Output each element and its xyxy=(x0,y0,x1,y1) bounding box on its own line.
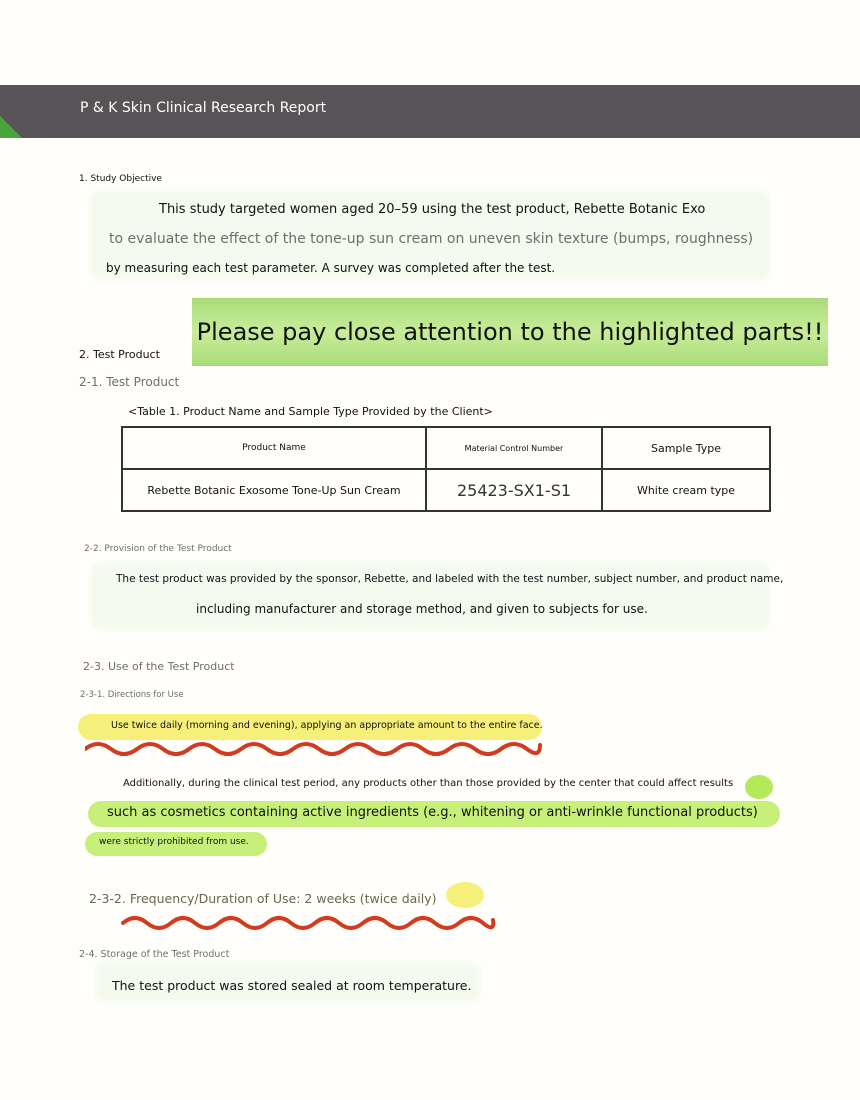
directions-heading: 2-3-1. Directions for Use xyxy=(80,690,184,700)
directions-text: Use twice daily (morning and evening), applying an appropriate amount to the entire face. xyxy=(111,720,543,731)
report-header xyxy=(0,85,860,138)
table-header-cell: Product Name xyxy=(122,427,426,469)
header-accent xyxy=(0,116,22,138)
storage-heading: 2-4. Storage of the Test Product xyxy=(79,949,230,960)
additional-line-2: such as cosmetics containing active ingredients (e.g., whitening or anti-wrinkle functional products) xyxy=(107,805,758,820)
table-caption: <Table 1. Product Name and Sample Type Provided by the Client> xyxy=(128,405,493,418)
use-heading: 2-3. Use of the Test Product xyxy=(83,660,235,673)
additional-line-1: Additionally, during the clinical test period, any products other than those provided by the center that could affect results xyxy=(123,778,734,789)
objective-heading: 1. Study Objective xyxy=(79,174,162,184)
table-cell: 25423-SX1-S1 xyxy=(426,469,602,511)
storage-text: The test product was stored sealed at room temperature. xyxy=(112,978,472,993)
table-cell: Rebette Botanic Exosome Tone-Up Sun Cream xyxy=(122,469,426,511)
table-cell: White cream type xyxy=(602,469,770,511)
squiggle-underline xyxy=(121,913,497,939)
objective-line-3: by measuring each test parameter. A survey was completed after the test. xyxy=(106,261,556,275)
attention-banner: Please pay close attention to the highlighted parts!! xyxy=(192,298,828,366)
additional-line-3: were strictly prohibited from use. xyxy=(99,837,249,847)
product-table xyxy=(121,426,771,512)
table-header-cell: Sample Type xyxy=(602,427,770,469)
objective-line-1: This study targeted women aged 20–59 using the test product, Rebette Botanic Exo xyxy=(159,202,706,217)
table-row xyxy=(122,469,770,511)
objective-line-2: to evaluate the effect of the tone-up sun cream on uneven skin texture (bumps, roughness) xyxy=(109,231,754,247)
provision-line-1: The test product was provided by the sponsor, Rebette, and labeled with the test number, subject number, and product name, xyxy=(116,573,784,585)
table-header-row xyxy=(122,427,770,469)
highlight-dot xyxy=(446,882,484,908)
provision-heading: 2-2. Provision of the Test Product xyxy=(84,544,232,554)
table-header-cell: Material Control Number xyxy=(426,427,602,469)
test-product-heading: 2. Test Product xyxy=(79,348,160,361)
test-product-subheading: 2-1. Test Product xyxy=(79,375,180,389)
report-title: P & K Skin Clinical Research Report xyxy=(80,100,327,116)
frequency-text: 2-3-2. Frequency/Duration of Use: 2 weeks (twice daily) xyxy=(89,891,437,906)
provision-line-2: including manufacturer and storage method, and given to subjects for use. xyxy=(196,602,648,616)
highlight-dot xyxy=(745,775,773,799)
squiggle-underline xyxy=(85,737,545,761)
